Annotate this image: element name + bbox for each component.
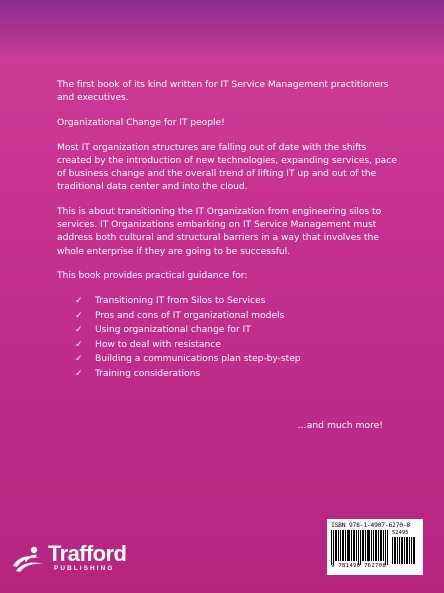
- purpose-paragraph: This is about transitioning the IT Organization from engineering silos to services. IT Organizations embarking on IT Service Management must address both cultural and structural barriers in a way that involves the whole enterprise if they are going to be successful.: [57, 205, 382, 257]
- intro-paragraph: The first book of its kind written for IT Service Management practitioners and executives.: [57, 79, 389, 104]
- checkmark-icon: ✓: [75, 295, 83, 306]
- checklist-item: [75, 294, 402, 309]
- checklist-item-label: Transitioning IT from Silos to Services: [95, 294, 266, 306]
- barcode-bars: [331, 530, 419, 565]
- price-code: [392, 530, 416, 565]
- checklist-item: [75, 309, 402, 324]
- guidance-intro: This book provides practical guidance for:: [57, 270, 248, 282]
- blurb: [57, 78, 402, 382]
- checklist-item: [75, 352, 402, 367]
- checkmark-icon: ✓: [75, 354, 83, 365]
- price-code-digits: 52495: [392, 530, 409, 536]
- publisher-logo: [10, 541, 150, 577]
- barcode-digits: 9 781490 762708: [331, 563, 387, 569]
- checkmark-icon: ✓: [75, 310, 83, 321]
- checklist-item-label: Training considerations: [95, 367, 201, 379]
- checklist-item-label: Using organizational change for IT: [95, 324, 251, 336]
- checkmark-icon: ✓: [75, 339, 83, 350]
- checklist-item: [75, 323, 402, 338]
- isbn-barcode: [327, 519, 423, 575]
- checklist-item: [75, 338, 402, 353]
- ean-barcode-bars: [331, 530, 389, 565]
- top-gradient-band: [0, 0, 444, 60]
- checklist-item-label: Pros and cons of IT organizational models: [95, 309, 285, 321]
- tagline-paragraph: Organizational Change for IT people!: [57, 116, 225, 128]
- publisher-tagline: PUBLISHING: [54, 565, 115, 572]
- swirl-person-icon: [10, 544, 46, 574]
- guidance-checklist: [57, 294, 402, 382]
- context-paragraph: Most IT organization structures are falling out of date with the shifts created by the introduction of new technologies, expanding services, pace of business change and the overall trend of lifting IT up and out of the traditional data center and into the cloud.: [57, 141, 397, 193]
- closing-line: …and much more!: [297, 420, 383, 431]
- isbn-label: ISBN 978-1-4907-6270-8: [331, 522, 411, 529]
- price-barcode-bars: [392, 537, 416, 564]
- publisher-name: Trafford: [48, 541, 127, 566]
- checklist-item-label: How to deal with resistance: [95, 338, 221, 350]
- checkmark-icon: ✓: [75, 325, 83, 336]
- checkmark-icon: ✓: [75, 368, 83, 379]
- checklist-item: [75, 367, 402, 382]
- checklist-item-label: Building a communications plan step-by-step: [95, 353, 301, 365]
